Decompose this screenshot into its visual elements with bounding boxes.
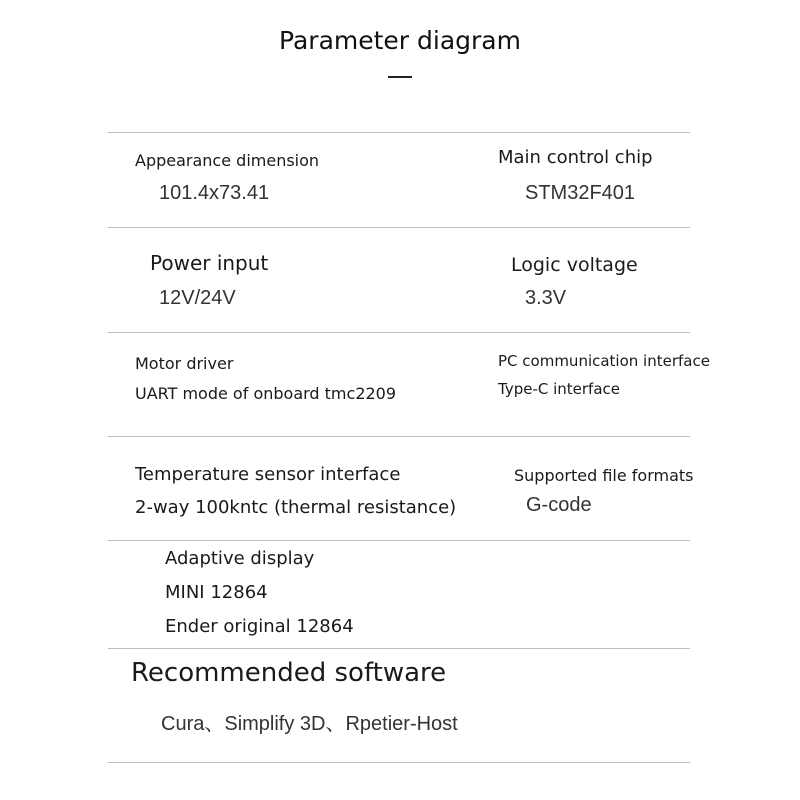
pc-communication-label: PC communication interface (498, 352, 710, 370)
divider (108, 132, 690, 133)
main-control-chip-value: STM32F401 (525, 182, 636, 204)
recommended-software-label: Recommended software (131, 658, 447, 688)
divider (108, 648, 690, 649)
main-control-chip-label: Main control chip (498, 147, 653, 168)
motor-driver-value: UART mode of onboard tmc2209 (135, 384, 397, 403)
divider (108, 332, 690, 333)
title-underline (388, 76, 412, 78)
file-formats-label: Supported file formats (514, 466, 694, 485)
adaptive-display-value: Ender original 12864 (165, 616, 354, 637)
page-title: Parameter diagram (279, 26, 521, 55)
temperature-sensor-value: 2-way 100kntc (thermal resistance) (135, 497, 457, 518)
divider (108, 436, 690, 437)
appearance-dimension-value: 101.4x73.41 (159, 182, 270, 204)
power-input-label: Power input (150, 251, 269, 275)
appearance-dimension-label: Appearance dimension (135, 151, 320, 170)
adaptive-display-label: Adaptive display (165, 548, 315, 569)
divider (108, 540, 690, 541)
logic-voltage-label: Logic voltage (511, 254, 638, 276)
logic-voltage-value: 3.3V (525, 287, 567, 309)
divider (108, 227, 690, 228)
adaptive-display-value: MINI 12864 (165, 582, 268, 603)
temperature-sensor-label: Temperature sensor interface (135, 464, 401, 485)
pc-communication-value: Type-C interface (498, 380, 621, 398)
power-input-value: 12V/24V (159, 287, 236, 309)
divider (108, 762, 690, 763)
recommended-software-value: Cura、Simplify 3D、Rpetier-Host (161, 713, 458, 735)
motor-driver-label: Motor driver (135, 354, 234, 373)
file-formats-value: G-code (526, 494, 592, 516)
